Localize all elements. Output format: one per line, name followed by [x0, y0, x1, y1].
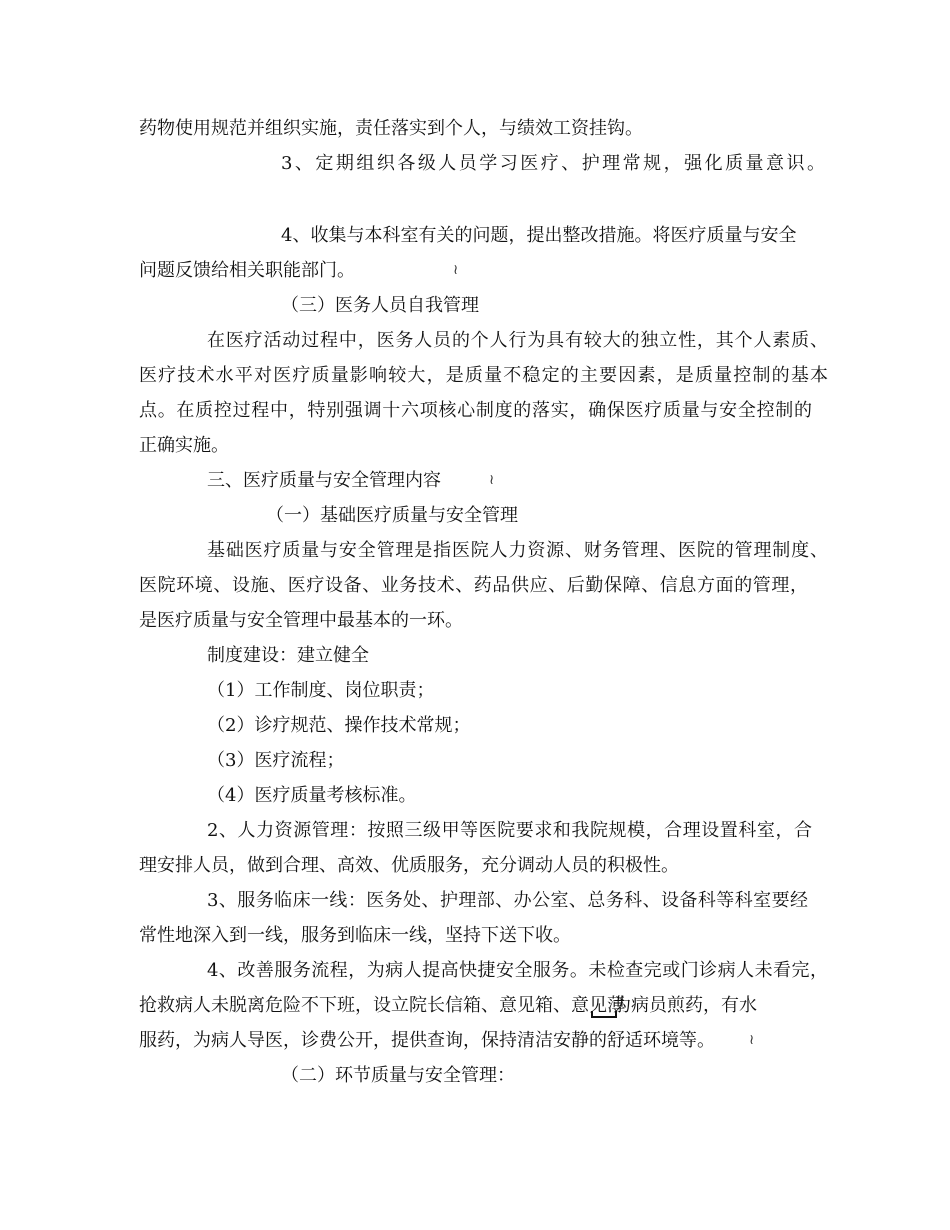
paragraph-line: 常性地深入到一线，服务到临床一线，坚持下送下收。 — [139, 925, 571, 946]
list-item: （2）诊疗规范、操作技术常规； — [207, 715, 471, 736]
paragraph-line: 基础医疗质量与安全管理是指医院人力资源、财务管理、医院的管理制度、 — [207, 540, 828, 561]
paragraph-line: 药物使用规范并组织实施，责任落实到个人，与绩效工资挂钩。 — [139, 118, 643, 139]
paragraph-line: 正确实施。 — [139, 435, 229, 456]
paragraph-line: 理安排人员，做到合理、高效、优质服务，充分调动人员的积极性。 — [139, 855, 679, 876]
subsection-heading: （一）基础医疗质量与安全管理 — [266, 505, 518, 526]
section-heading: （三）医务人员自我管理 — [281, 295, 479, 316]
paragraph-line: 医院环境、设施、医疗设备、业务技术、药品供应、后勤保障、信息方面的管理， — [139, 575, 808, 596]
paragraph-line: 在医疗活动过程中，医务人员的个人行为具有较大的独立性，其个人素质、 — [207, 330, 828, 351]
paragraph-line: 医疗技术水平对医疗质量影响较大，是质量不稳定的主要因素，是质量控制的基本 — [139, 365, 828, 386]
paragraph-line: 点。在质控过程中，特别强调十六项核心制度的落实，确保医疗质量与安全控制的 — [139, 400, 812, 421]
paragraph-line: 4、改善服务流程，为病人提高快捷安全服务。未检查完或门诊病人未看完， — [207, 960, 828, 981]
list-item: （3）医疗流程； — [207, 750, 345, 771]
paragraph-line: 是医疗质量与安全管理中最基本的一环。 — [139, 610, 463, 631]
paragraph-line: 制度建设：建立健全 — [207, 645, 369, 666]
paragraph-line: 为病员煎药，有水 — [613, 995, 757, 1016]
paragraph-line: 3、服务临床一线：医务处、护理部、办公室、总务科、设备科等科室要经 — [207, 890, 808, 911]
list-item-3: 3、定期组织各级人员学习医疗、护理常规，强化质量意识。 — [281, 153, 825, 174]
list-item-4: 4、收集与本科室有关的问题，提出整改措施。将医疗质量与安全 — [281, 225, 797, 246]
list-item: （1）工作制度、岗位职责； — [207, 680, 435, 701]
paragraph-line: 抢救病人未脱离危险不下班，设立院长信箱、意见箱、意见薄 — [139, 995, 625, 1016]
paragraph-line: 服药，为病人导医，诊费公开，提供查询，保持清洁安静的舒适环境等。 — [139, 1030, 715, 1051]
revision-mark: ≀ — [489, 472, 495, 488]
subsection-heading: （二）环节质量与安全管理： — [281, 1065, 515, 1086]
paragraph-line: 问题反馈给相关职能部门。 — [139, 260, 355, 281]
revision-mark: ≀ — [453, 262, 459, 278]
revision-mark: ≀ — [749, 1032, 755, 1048]
list-item: （4）医疗质量考核标准。 — [207, 785, 417, 806]
paragraph-line: 2、人力资源管理：按照三级甲等医院要求和我院规模，合理设置科室，合 — [207, 820, 812, 841]
section-heading: 三、医疗质量与安全管理内容 — [207, 470, 441, 491]
